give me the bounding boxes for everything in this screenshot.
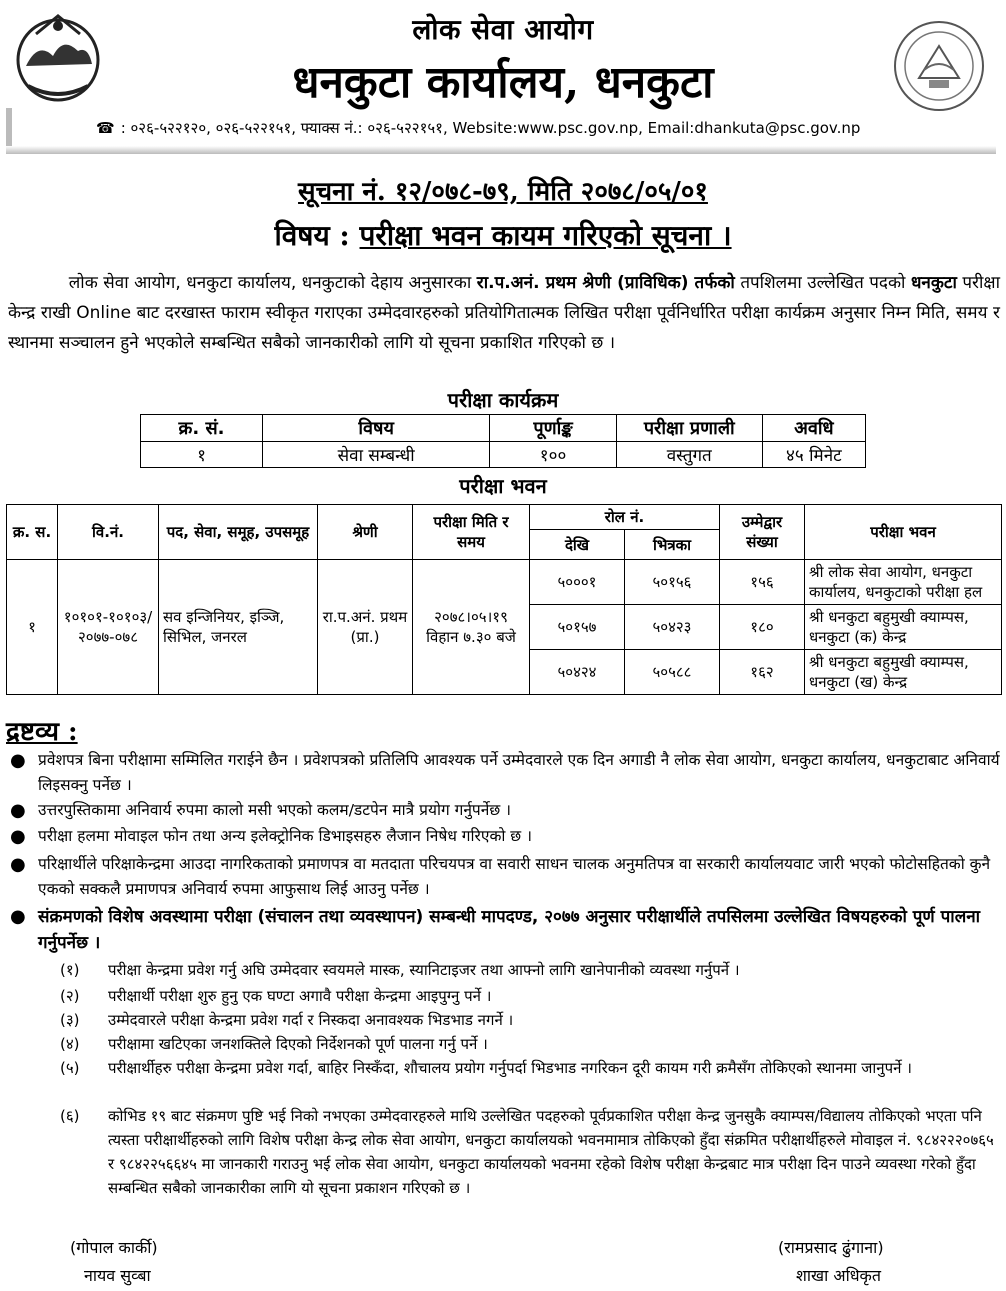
item-number: (३) bbox=[60, 1011, 80, 1029]
body-text-3: परीक्षा केन्द्र राखी Online बाट दरखास्त फाराम स्वीकृत गराएका उम्मेदवारहरुको प्रतियोगितात्मक लिखित परीक्षा पूर्वनिर्धारित परीक्षा कार्यक्रम अनुसार निम्न मिति, समय र स्थानमा सञ्चालन हुने भएकोले सम्बन्धित सबैको जानकारीको लागि यो सूचना प्रकाशित गरिएको छ । bbox=[8, 273, 1001, 353]
note-text: उत्तरपुस्तिकामा अनिवार्य रुपमा कालो मसी भएको कलम/डटपेन मात्रै प्रयोग गर्नुपर्नेछ । bbox=[38, 801, 512, 819]
cell-count: १८० bbox=[720, 605, 805, 650]
header-hall: परीक्षा भवन bbox=[805, 505, 1002, 560]
item-number: (१) bbox=[60, 961, 80, 979]
cell-roll-to: ५०४२३ bbox=[625, 605, 720, 650]
item-number: (५) bbox=[60, 1059, 80, 1077]
header-system: परीक्षा प्रणाली bbox=[616, 415, 762, 442]
header-adv: वि.नं. bbox=[58, 505, 159, 560]
notice-number-text: सूचना नं. १२/०७८-७९, मिति २०७८/०५/०१ bbox=[298, 177, 708, 207]
numbered-item bbox=[60, 1104, 1000, 1200]
item-text: उम्मेदवारले परीक्षा केन्द्रमा प्रवेश गर्दा र निस्कदा अनावश्यक भिडभाड नगर्ने । bbox=[108, 1011, 514, 1029]
numbered-item bbox=[60, 958, 1000, 982]
header-fullmarks: पूर्णाङ्क bbox=[490, 415, 616, 442]
cell-post: सव इन्जिनियर, इञ्जि, सिभिल, जनरल bbox=[159, 560, 318, 695]
header-subject: विषय bbox=[262, 415, 489, 442]
item-number: (४) bbox=[60, 1035, 80, 1053]
item-text: परीक्षामा खटिएका जनशक्तिले दिएको निर्देशनको पूर्ण पालना गर्नु पर्ने । bbox=[108, 1035, 488, 1053]
exam-program-table bbox=[140, 414, 866, 468]
subject-prefix: विषय : bbox=[274, 219, 350, 252]
left-signatory-name: (गोपाल कार्की) bbox=[70, 1238, 158, 1257]
item-number: (२) bbox=[60, 987, 80, 1005]
note-text: परीक्षा हलमा मोवाइल फोन तथा अन्य इलेक्ट्रोनिक डिभाइसहरु लैजान निषेध गरिएको छ । bbox=[38, 827, 532, 845]
phone-icon: ☎ bbox=[96, 119, 115, 137]
exam-hall-table bbox=[6, 504, 1002, 695]
body-text-2: तपशिलमा उल्लेखित पदको bbox=[734, 273, 911, 293]
note-text: प्रवेशपत्र बिना परीक्षामा सम्मिलित गराईने छैन । प्रवेशपत्रको प्रतिलिपि आवश्यक पर्ने उम्मेदवारले एक दिन अगाडी नै लोक सेवा आयोग, धनकुटा कार्यालय, धनकुटाबाट अनिवार्य लिइसक्नु पर्नेछ । bbox=[38, 751, 1000, 794]
right-signatory-name: (रामप्रसाद ढुंगाना) bbox=[778, 1238, 884, 1257]
notice-number bbox=[0, 172, 1006, 208]
left-signatory-title: नायव सुव्बा bbox=[84, 1266, 151, 1285]
contact-text: : ०२६-५२२१२०, ०२६-५२२१५१, फ्याक्स नं.: ०२६-५२२१५१, Website:www.psc.gov.np, Email:dhankuta@psc.gov.np bbox=[120, 119, 861, 137]
header-post: पद, सेवा, समूह, उपसमूह bbox=[159, 505, 318, 560]
notes-heading: द्रष्टव्य : bbox=[6, 717, 78, 747]
cell-level: रा.प.अनं. प्रथम (प्रा.) bbox=[318, 560, 413, 695]
cell-roll-from: ५०१५७ bbox=[530, 605, 625, 650]
subject-text: परीक्षा भवन कायम गरिएको सूचना । bbox=[359, 219, 732, 252]
cell-datetime: २०७८।०५।१९ विहान ७.३० बजे bbox=[413, 560, 530, 695]
cell-roll-to: ५०१५६ bbox=[625, 560, 720, 605]
item-text: परीक्षा केन्द्रमा प्रवेश गर्नु अघि उम्मेदवार स्वयमले मास्क, स्यानिटाइजर तथा आफ्नो लागि खानेपानीको व्यवस्था गर्नुपर्ने । bbox=[108, 961, 740, 979]
notice-body bbox=[8, 268, 1000, 358]
bullet-icon: ● bbox=[10, 826, 26, 847]
numbered-item bbox=[60, 1008, 1000, 1032]
header-sn: क्र. स. bbox=[7, 505, 58, 560]
bullet-icon: ● bbox=[10, 750, 26, 771]
header-rule bbox=[6, 146, 996, 154]
item-text: परीक्षार्थीहरु परीक्षा केन्द्रमा प्रवेश गर्दा, बाहिर निस्कँदा, शौचालय प्रयोग गर्नुपर्दा भिडभाड नगरिकन दूरी कायम गरी क्रमैसँग तोकिएको स्थानमा जानुपर्ने । bbox=[108, 1059, 912, 1077]
right-signatory-title: शाखा अधिकृत bbox=[796, 1266, 881, 1285]
note-text: परिक्षार्थीले परिक्षाकेन्द्रमा आउदा नागरिकताको प्रमाणपत्र वा मतदाता परिचयपत्र वा सवारी साधन चालक अनुमतिपत्र वा सरकारी कार्यालयवाट जारी भएको फोटोसहितको कुनै एकको सक्कलै प्रमाणपत्र अनिवार्य रुपमा आफुसाथ लिई आउनु पर्नेछ । bbox=[38, 855, 991, 898]
note-item-bold bbox=[10, 904, 1000, 956]
table-row bbox=[7, 560, 1002, 605]
cell-sn: १ bbox=[141, 442, 263, 468]
item-text: कोभिड १९ बाट संक्रमण पुष्टि भई निको नभएका उम्मेदवारहरुले माथि उल्लेखित पदहरुको पूर्वप्रकाशित परीक्षा केन्द्र जुनसुकै क्याम्पस/विद्यालय तोकिएको भएता पनि त्यस्ता परीक्षार्थीहरुको लागि विशेष परीक्षा केन्द्र लोक सेवा आयोग, धनकुटा कार्यालयको भवनमामात्र तोकिएको हुँदा संक्रमित परीक्षार्थीहरुले मोवाइल नं. ९८४२२२०७६५ र ९८४२२५६६४५ मा जानकारी गराउनु भई लोक सेवा आयोग, धनकुटा कार्यालयको भवनमा रहेको विशेष परीक्षा केन्द्रबाट मात्र परीक्षा दिन पाउने व्यवस्था गरेको हुँदा सम्बन्धित सबैको जानकारीका लागि यो सूचना प्रकाशन गरिएको छ । bbox=[108, 1107, 994, 1197]
bullet-icon: ● bbox=[10, 906, 26, 927]
cell-hall: श्री धनकुटा बहुमुखी क्याम्पस, धनकुटा (क) केन्द्र bbox=[805, 605, 1002, 650]
body-bold-1: रा.प.अनं. प्रथम श्रेणी (प्राविधिक) तर्फको bbox=[476, 273, 735, 293]
cell-count: १५६ bbox=[720, 560, 805, 605]
exam-program-title: परीक्षा कार्यक्रम bbox=[447, 388, 559, 412]
cell-hall: श्री लोक सेवा आयोग, धनकुटा कार्यालय, धनकुटाको परीक्षा हल bbox=[805, 560, 1002, 605]
cell-adv: १०१०१-१०१०३/ २०७७-०७८ bbox=[58, 560, 159, 695]
header-level: श्रेणी bbox=[318, 505, 413, 560]
cell-system: वस्तुगत bbox=[616, 442, 762, 468]
header-count: उम्मेद्वार संख्या bbox=[720, 505, 805, 560]
note-item bbox=[10, 798, 1000, 823]
body-text-1: लोक सेवा आयोग, धनकुटा कार्यालय, धनकुटाको देहाय अनुसारका bbox=[68, 273, 477, 293]
cell-roll-from: ५०४२४ bbox=[530, 650, 625, 695]
org-name: लोक सेवा आयोग bbox=[412, 13, 594, 46]
numbered-item bbox=[60, 984, 1000, 1008]
header-duration: अवधि bbox=[762, 415, 865, 442]
item-number: (६) bbox=[60, 1107, 80, 1125]
header-roll: रोल नं. bbox=[530, 505, 720, 530]
cell-duration: ४५ मिनेट bbox=[762, 442, 865, 468]
header-roll-from: देखि bbox=[530, 530, 625, 560]
cell-sn: १ bbox=[7, 560, 58, 695]
note-item bbox=[10, 852, 1000, 902]
cell-subject: सेवा सम्बन्धी bbox=[262, 442, 489, 468]
notice-subject bbox=[0, 216, 1006, 254]
numbered-item bbox=[60, 1056, 1000, 1080]
exam-hall-title: परीक्षा भवन bbox=[459, 474, 547, 498]
cell-count: १६२ bbox=[720, 650, 805, 695]
cell-roll-from: ५०००१ bbox=[530, 560, 625, 605]
body-bold-2: धनकुटा bbox=[910, 273, 957, 293]
office-name: धनकुटा कार्यालय, धनकुटा bbox=[292, 57, 714, 108]
contact-line bbox=[96, 118, 916, 138]
header-datetime: परीक्षा मिति र समय bbox=[413, 505, 530, 560]
table-row bbox=[141, 442, 866, 468]
item-text: परीक्षार्थी परीक्षा शुरु हुनु एक घण्टा अगावै परीक्षा केन्द्रमा आइपुग्नु पर्ने । bbox=[108, 987, 492, 1005]
cell-roll-to: ५०५८८ bbox=[625, 650, 720, 695]
table-header-row bbox=[141, 415, 866, 442]
numbered-item bbox=[60, 1032, 1000, 1056]
cell-hall: श्री धनकुटा बहुमुखी क्याम्पस, धनकुटा (ख) केन्द्र bbox=[805, 650, 1002, 695]
bullet-icon: ● bbox=[10, 800, 26, 821]
bullet-icon: ● bbox=[10, 854, 26, 875]
header-roll-to: भित्रका bbox=[625, 530, 720, 560]
header-sn: क्र. सं. bbox=[141, 415, 263, 442]
note-item bbox=[10, 748, 1000, 798]
table-header-row bbox=[7, 505, 1002, 530]
note-item bbox=[10, 824, 1000, 849]
cell-fullmarks: १०० bbox=[490, 442, 616, 468]
note-text: संक्रमणको विशेष अवस्थामा परीक्षा (संचालन तथा व्यवस्थापन) सम्बन्धी मापदण्ड, २०७७ अनुसार परीक्षार्थीले तपसिलमा उल्लेखित विषयहरुको पूर्ण पालना गर्नुपर्नेछ । bbox=[38, 907, 981, 953]
